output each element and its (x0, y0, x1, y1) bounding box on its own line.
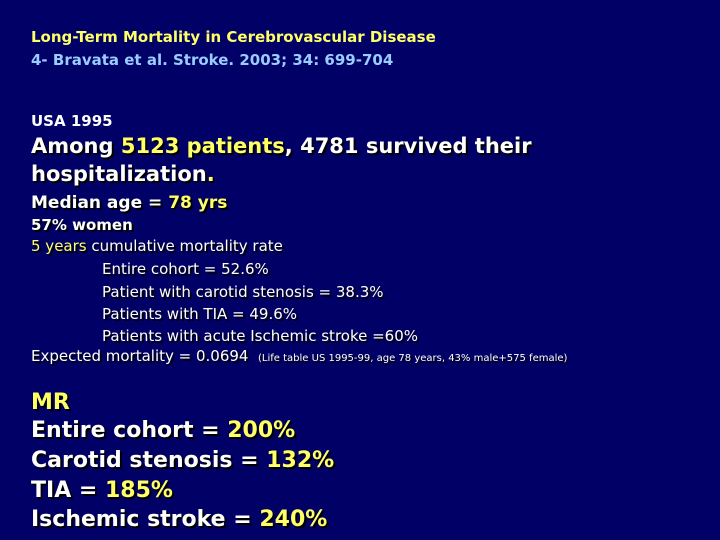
patients-count: 5123 patients (120, 134, 285, 158)
patients-summary-line-1 (31, 134, 532, 158)
mr-value: 132% (266, 448, 335, 473)
mr-row-ischemic-stroke (31, 507, 327, 532)
among-suffix: , 4781 survived their (284, 134, 532, 158)
mr-label: Entire cohort = (31, 418, 228, 443)
mr-row-carotid-stenosis (31, 448, 334, 473)
median-age-value: 78 yrs (168, 193, 228, 213)
mr-value: 240% (259, 507, 328, 532)
mr-label: Carotid stenosis = (31, 448, 267, 473)
reference-citation: 4- Bravata et al. Stroke. 2003; 34: 699-704 (31, 51, 394, 69)
among-prefix: Among (31, 134, 121, 158)
years-rest: cumulative mortality rate (86, 237, 283, 255)
mr-heading: MR (31, 390, 70, 415)
mortality-carotid-stenosis: Patient with carotid stenosis = 38.3% (102, 283, 384, 301)
mr-row-entire-cohort (31, 418, 295, 443)
mortality-tia: Patients with TIA = 49.6% (102, 305, 298, 323)
hospitalization-text: hospitalization (31, 162, 207, 186)
slide-title: Long-Term Mortality in Cerebrovascular Disease (31, 28, 436, 46)
mr-value: 185% (104, 478, 173, 503)
median-age (31, 193, 227, 213)
mortality-acute-ischemic-stroke: Patients with acute Ischemic stroke =60% (102, 327, 419, 345)
patients-summary-line-2 (31, 162, 215, 186)
expected-mortality-label: Expected mortality = 0.0694 (31, 347, 249, 365)
mr-value: 200% (227, 418, 296, 443)
life-table-note: (Life table US 1995-99, age 78 years, 43% male+575 female) (258, 353, 568, 364)
mr-label: Ischemic stroke = (31, 507, 260, 532)
hospitalization-period: . (206, 162, 215, 186)
median-age-label: Median age = (31, 193, 169, 213)
women-percentage: 57% women (31, 216, 133, 234)
years-label: 5 years (31, 237, 87, 255)
mortality-entire-cohort: Entire cohort = 52.6% (102, 260, 269, 278)
mr-label: TIA = (31, 478, 105, 503)
cumulative-mortality-heading (31, 237, 283, 255)
mr-row-tia (31, 478, 173, 503)
expected-mortality (31, 347, 567, 365)
study-location-year: USA 1995 (31, 112, 113, 130)
